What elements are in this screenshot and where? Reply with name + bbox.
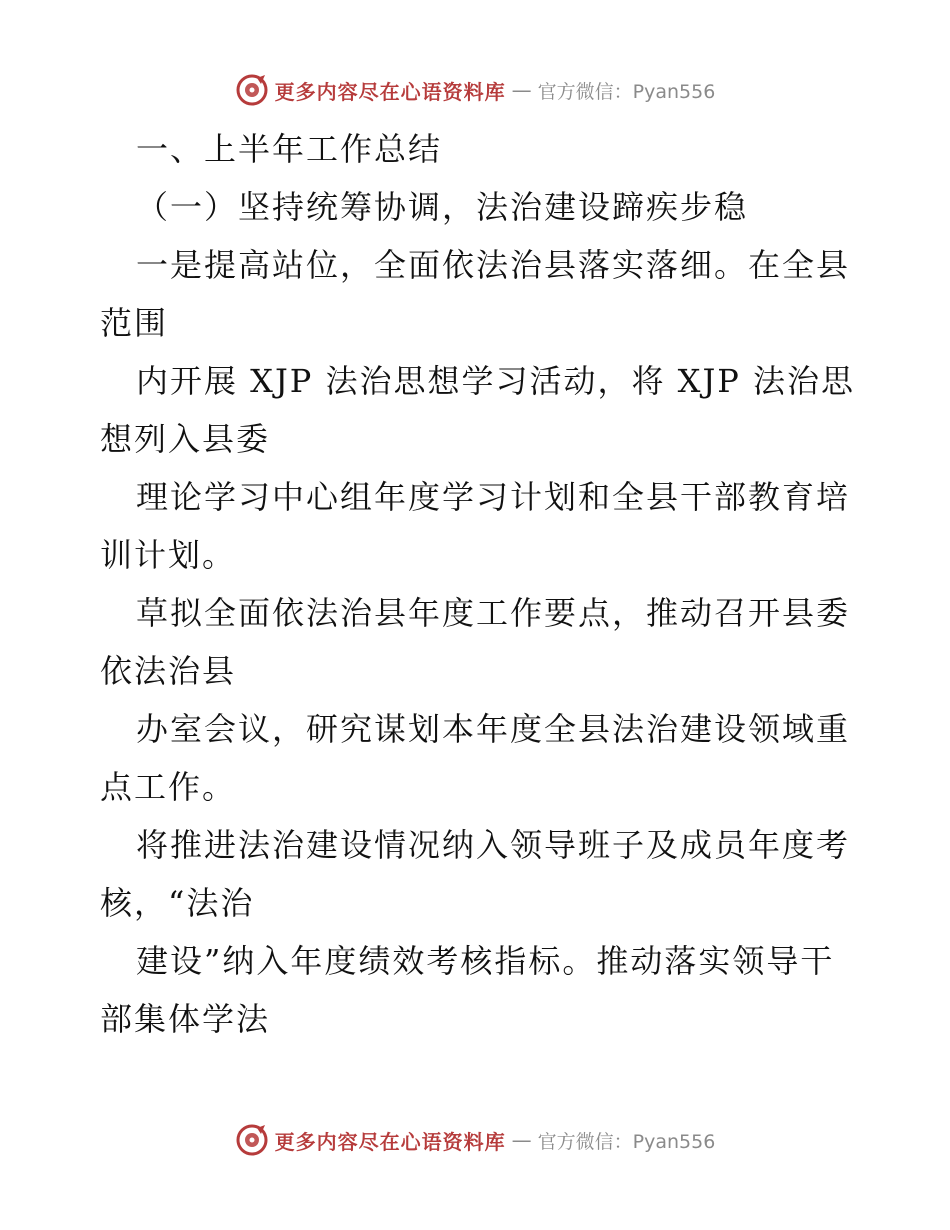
watermark-dash: — xyxy=(511,78,532,102)
paragraph-line: 部集体学法 xyxy=(100,1000,271,1038)
paragraph-line: 核，“法治 xyxy=(100,884,255,922)
subsection-heading: （一）坚持统筹协调，法治建设蹄疾步稳 xyxy=(136,188,749,226)
paragraph-line: 想列入县委 xyxy=(100,420,271,458)
watermark-text: 更多内容尽在心语资料库 xyxy=(274,1129,506,1154)
header-watermark-banner xyxy=(0,70,950,110)
paragraph-line: 草拟全面依法治县年度工作要点，推动召开县委 xyxy=(136,594,851,632)
paragraph-line: 办室会议，研究谋划本年度全县法治建设领域重 xyxy=(136,710,851,748)
paragraph-line: 理论学习中心组年度学习计划和全县干部教育培 xyxy=(136,478,851,516)
watermark-contact: 官方微信：Pyan556 xyxy=(537,1130,716,1153)
paragraph-line: 将推进法治建设情况纳入领导班子及成员年度考 xyxy=(136,826,851,864)
document-body xyxy=(100,120,860,1048)
section-heading: 一、上半年工作总结 xyxy=(136,130,443,168)
watermark-contact: 官方微信：Pyan556 xyxy=(537,80,716,103)
paragraph-line: 范围 xyxy=(100,304,169,342)
paragraph-line: 内开展 XJP 法治思想学习活动，将 XJP 法治思 xyxy=(136,362,855,400)
brush-circle-logo-icon xyxy=(235,73,269,107)
footer-watermark-banner xyxy=(0,1120,950,1160)
paragraph-line: 建设”纳入年度绩效考核指标。推动落实领导干 xyxy=(136,942,835,980)
paragraph-line: 点工作。 xyxy=(100,768,237,806)
paragraph-line: 一是提高站位，全面依法治县落实落细。在全县 xyxy=(136,246,851,284)
watermark-text: 更多内容尽在心语资料库 xyxy=(274,79,506,104)
brush-circle-logo-icon xyxy=(235,1123,269,1157)
paragraph-line: 训计划。 xyxy=(100,536,237,574)
watermark-dash: — xyxy=(511,1128,532,1152)
paragraph-line: 依法治县 xyxy=(100,652,237,690)
